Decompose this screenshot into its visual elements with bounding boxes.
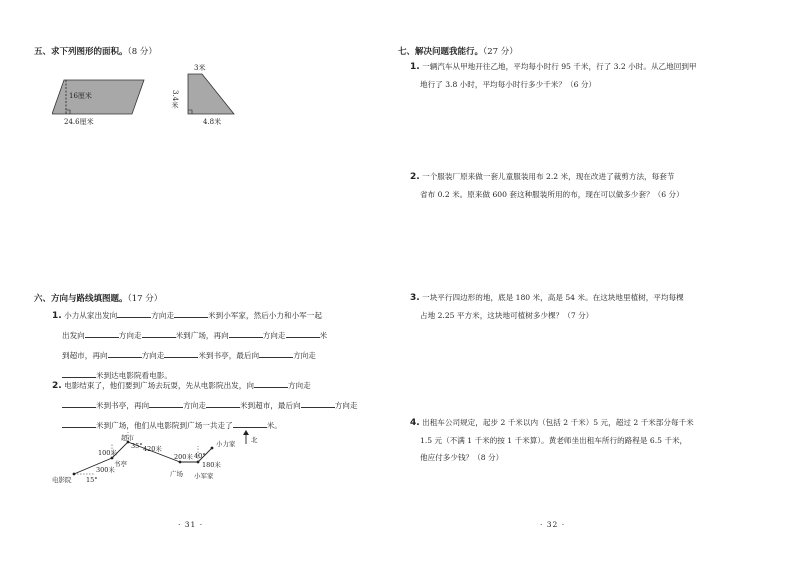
q6-1-l3b: 方向走 [141, 351, 165, 360]
q6-2-l2d: 方向走 [334, 401, 358, 410]
question-7-4 [410, 414, 740, 466]
route-map [50, 430, 280, 488]
label-bookstall: 书亭 [114, 460, 127, 468]
label-dist-300: 300米 [96, 466, 115, 474]
q6-2-line1 [52, 376, 372, 396]
label-dist-180: 180米 [202, 461, 221, 469]
trapezoid-top-label: 3米 [194, 64, 206, 72]
q6-2-l1b: 方向走 [287, 381, 311, 390]
trapezoid-bottom-label: 4.8米 [203, 118, 222, 126]
answer-blank[interactable] [174, 307, 208, 318]
answer-blank[interactable] [164, 347, 198, 358]
q7-2-number: 2. [410, 172, 420, 182]
question-6-1 [52, 306, 372, 386]
question-7-1 [410, 58, 740, 93]
bookstall-point [111, 457, 114, 460]
section-5-title-text: 五、求下列图形的面积。 [34, 47, 128, 57]
q7-1-l2: 地行了 3.8 小时，平均每小时行多少千米？（6 分） [420, 80, 597, 89]
q7-4-l1: 出租车公司规定，起步 2 千米以内（包括 2 千米）5 元，超过 2 千米部分每千米 [422, 418, 694, 427]
q6-1-l3a: 到超市，再向 [62, 351, 108, 360]
answer-blank[interactable] [259, 347, 293, 358]
answer-blank[interactable] [286, 327, 320, 338]
q6-1-l1b: 方向走 [151, 311, 175, 320]
question-7-2 [410, 168, 740, 203]
q7-4-number: 4. [410, 418, 420, 428]
square-point [179, 461, 182, 464]
parallelogram-base-label: 24.6厘米 [64, 118, 94, 126]
q6-2-l3a: 米到广场，他们从电影院到广场一共走了 [96, 421, 233, 430]
answer-blank[interactable] [206, 397, 240, 408]
q6-1-l3d: 方向走 [293, 351, 316, 360]
q6-1-l2d: 方向走 [262, 331, 286, 340]
q6-2-l3b: 米。 [266, 421, 282, 430]
answer-blank[interactable] [149, 397, 183, 408]
q7-4-line1 [410, 414, 740, 432]
q6-1-l4a: 米到达电影院看电影。 [96, 371, 172, 380]
section-7-points: （27 分） [483, 47, 518, 57]
section-6-title [34, 292, 162, 304]
section-7-title-text: 七、解决问题我能行。 [398, 47, 484, 57]
q6-1-l2b: 方向走 [118, 331, 142, 340]
q6-1-number: 1. [52, 311, 62, 321]
answer-blank[interactable] [62, 397, 96, 408]
q6-1-l2a: 出发向 [62, 331, 85, 340]
label-dist-200: 200米 [174, 453, 193, 461]
q6-2-number: 2. [52, 381, 62, 391]
question-7-3 [410, 289, 740, 324]
q6-2-line2 [62, 396, 372, 416]
trapezoid-figure [182, 70, 242, 122]
q6-1-line2 [62, 326, 372, 346]
q6-2-l2b: 方向走 [183, 401, 206, 410]
q6-1-l1c: 米到小军家，然后小力和小军一起 [208, 311, 322, 320]
trapezoid-height-label: 3.4米 [171, 90, 179, 109]
q7-3-line1 [410, 289, 740, 307]
label-dist-420: 420米 [143, 445, 162, 453]
q6-2-l2a: 米到书亭，再向 [96, 401, 150, 410]
xiaoli-point [211, 447, 214, 450]
label-angle-15: 15° [86, 476, 98, 484]
q7-3-l1: 一块平行四边形的地，底是 180 米，高是 54 米。在这块地里植树，平均每棵 [422, 293, 684, 302]
label-north: 北 [251, 436, 258, 444]
q6-2-l2c: 米到超市，最后向 [239, 401, 301, 410]
q7-2-line1 [410, 168, 740, 186]
q6-1-line3 [62, 346, 372, 366]
answer-blank[interactable] [142, 327, 176, 338]
q6-2-l1a: 电影结束了，他们要到广场去玩耍，先从电影院出发，向 [64, 381, 254, 390]
q6-1-l3c: 米到书亭，最后向 [198, 351, 260, 360]
q6-1-l2c: 米到广场，再向 [175, 331, 229, 340]
question-6-2 [52, 376, 372, 436]
label-cinema: 电影院 [52, 476, 72, 484]
q7-3-number: 3. [410, 293, 420, 303]
section-7-title [398, 45, 518, 57]
q7-2-l2: 省布 0.2 米。原来做 600 套这种服装所用的布，现在可以做多少套？（6 分） [420, 190, 684, 199]
label-xiaoli-home: 小力家 [216, 440, 236, 448]
section-5-title [34, 45, 157, 57]
label-xiaojun-home: 小军家 [194, 472, 214, 480]
label-angle-40: 40° [194, 452, 206, 460]
q6-1-l1a: 小力从家出发向 [64, 311, 118, 320]
q7-1-number: 1. [410, 62, 420, 72]
answer-blank[interactable] [229, 327, 263, 338]
q7-4-l3: 他应付多少钱？（8 分） [420, 453, 504, 462]
label-square: 广场 [170, 470, 183, 478]
answer-blank[interactable] [108, 347, 142, 358]
answer-blank[interactable] [62, 417, 96, 428]
q7-2-l1: 一个服装厂原来做一套儿童服装用布 2.2 米，现在改进了裁剪方法，每套节 [422, 172, 675, 181]
xiaojun-point [197, 461, 200, 464]
section-6-title-text: 六、方向与路线填图题。 [34, 294, 128, 304]
answer-blank[interactable] [301, 397, 335, 408]
q7-1-line1 [410, 58, 740, 76]
section-6-points: （17 分） [127, 294, 163, 304]
page-number-right: · 32 · [540, 520, 566, 529]
section-5-points: （8 分） [127, 47, 157, 57]
label-angle-35: 35° [131, 442, 143, 450]
q7-4-l2: 1.5 元（不满 1 千米的按 1 千米算）。黄老师坐出租车所行的路程是 6.5 千米， [420, 436, 688, 445]
page-number-left: · 31 · [178, 520, 204, 529]
cinema-point [73, 473, 76, 476]
answer-blank[interactable] [85, 327, 119, 338]
parallelogram-height-label: 16厘米 [69, 92, 92, 100]
label-supermarket: 超市 [121, 434, 134, 442]
answer-blank[interactable] [117, 307, 151, 318]
q6-1-l2e: 米 [319, 331, 328, 340]
answer-blank[interactable] [233, 417, 267, 428]
label-dist-100: 100米 [98, 449, 117, 457]
q7-3-l2: 占地 2.25 平方米，这块地可植树多少棵？（7 分） [420, 311, 594, 320]
q7-1-l1: 一辆汽车从甲地开往乙地，平均每小时行 95 千米，行了 3.2 小时。从乙地回到甲 [422, 62, 697, 71]
q6-1-line1 [52, 306, 372, 326]
answer-blank[interactable] [254, 377, 288, 388]
